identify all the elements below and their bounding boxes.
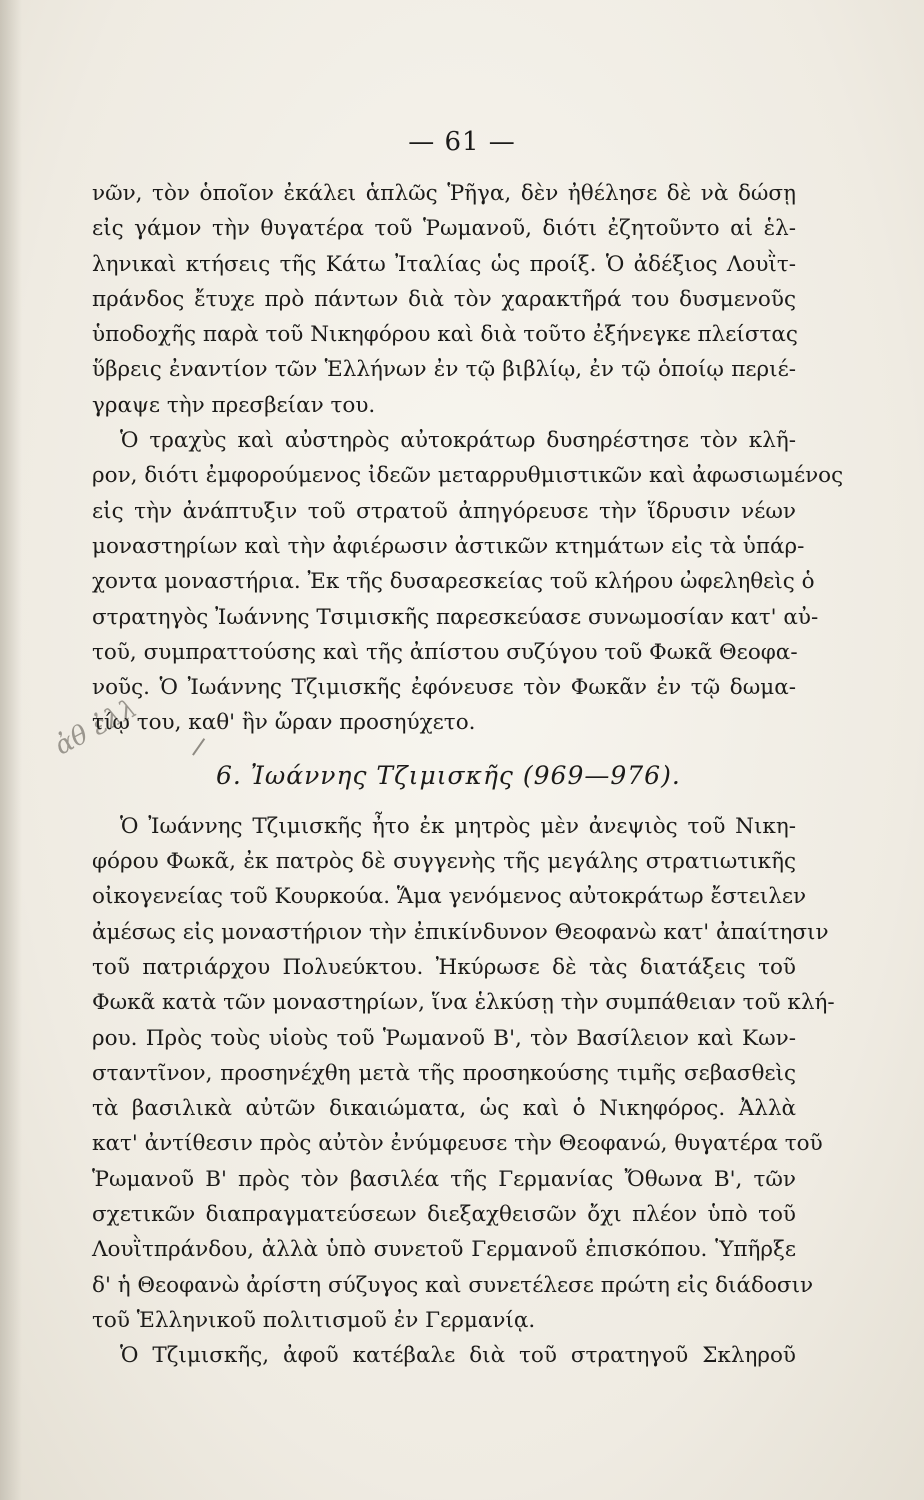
section-heading: 6. Ἰωάννης Τζιμισκῆς (969—976). (216, 760, 681, 790)
text-line: Λουῒτπράνδου, ἀλλὰ ὑπὸ συνετοῦ Γερμανοῦ ἐπισκόπου. Ὑπῆρξε (92, 1237, 796, 1263)
text-line: ἀμέσως εἰς μοναστήριον τὴν ἐπικίνδυνον Θεοφανὼ κατ' ἀπαίτησιν (92, 919, 829, 945)
page-number: — 61 — (408, 127, 516, 157)
text-line: ληνικαὶ κτήσεις τῆς Κάτω Ἰταλίας ὡς προίξ. Ὁ ἀδέξιος Λουῒτ- (92, 251, 796, 277)
text-line: σχετικῶν διαπραγματεύσεων διεξαχθεισῶν ὄχι πλέον ὑπὸ τοῦ (92, 1202, 796, 1228)
text-line: χοντα μοναστήρια. Ἐκ τῆς δυσαρεσκείας τοῦ κλήρου ὠφεληθεὶς ὁ (92, 569, 815, 595)
text-line: εἰς γάμον τὴν θυγατέρα τοῦ Ῥωμανοῦ, διότι ἐζητοῦντο αἱ ἑλ- (92, 216, 796, 242)
text-line: τοῦ Ἑλληνικοῦ πολιτισμοῦ ἐν Γερμανίᾳ. (92, 1307, 536, 1333)
text-line: ὑποδοχῆς παρὰ τοῦ Νικηφόρου καὶ διὰ τοῦτο ἐξήνεγκε πλείστας (92, 322, 798, 348)
text-line: φόρου Φωκᾶ, ἐκ πατρὸς δὲ συγγενὴς τῆς μεγάλης στρατιωτικῆς (92, 849, 796, 875)
body-text (92, 176, 844, 1374)
text-line: πράνδος ἔτυχε πρὸ πάντων διὰ τὸν χαρακτῆρά του δυσμενοῦς (92, 286, 796, 312)
text-line: ρον, διότι ἐμφορούμενος ἰδεῶν μεταρρυθμιστικῶν καὶ ἀφωσιωμένος (92, 463, 844, 489)
text-line: τοῦ, συμπραττούσης καὶ τῆς ἀπίστου συζύγου τοῦ Φωκᾶ Θεοφα- (92, 639, 798, 665)
text-line: τοῦ πατριάρχου Πολυεύκτου. Ἠκύρωσε δὲ τὰς διατάξεις τοῦ (92, 954, 796, 980)
text-line: ὕβρεις ἐναντίον τῶν Ἑλλήνων ἐν τῷ βιβλίῳ, ἐν τῷ ὁποίῳ περιέ- (92, 357, 796, 383)
text-line: νοῦς. Ὁ Ἰωάννης Τζιμισκῆς ἐφόνευσε τὸν Φωκᾶν ἐν τῷ δωμα- (92, 675, 796, 701)
paragraphs-before-heading (92, 176, 844, 741)
page-edge-shadow (0, 0, 22, 1500)
text-line: στρατηγὸς Ἰωάννης Τσιμισκῆς παρεσκεύασε συνωμοσίαν κατ' αὐ- (92, 604, 819, 630)
text-line: οἰκογενείας τοῦ Κουρκούα. Ἅμα γενόμενος αὐτοκράτωρ ἔστειλεν (92, 884, 807, 910)
text-line: γραψε τὴν πρεσβείαν του. (92, 392, 376, 418)
text-line: κατ' ἀντίθεσιν πρὸς αὐτὸν ἐνύμφευσε τὴν Θεοφανώ, θυγατέρα τοῦ (92, 1131, 823, 1157)
text-line: νῶν, τὸν ὁποῖον ἐκάλει ἁπλῶς Ῥῆγα, δὲν ἠθέλησε δὲ νὰ δώσῃ (92, 181, 796, 206)
text-line: τὰ βασιλικὰ αὐτῶν δικαιώματα, ὡς καὶ ὁ Νικηφόρος. Ἀλλὰ (92, 1096, 796, 1122)
text-line: εἰς τὴν ἀνάπτυξιν τοῦ στρατοῦ ἀπηγόρευσε τὴν ἵδρυσιν νέων (92, 498, 796, 524)
text-line: Ὁ Ἰωάννης Τζιμισκῆς ἦτο ἐκ μητρὸς μὲν ἀνεψιὸς τοῦ Νικη- (120, 813, 796, 839)
text-line: Ὁ Τζιμισκῆς, ἀφοῦ κατέβαλε διὰ τοῦ στρατηγοῦ Σκληροῦ (120, 1343, 796, 1369)
text-line: μοναστηρίων καὶ τὴν ἀφιέρωσιν ἀστικῶν κτημάτων εἰς τὰ ὑπάρ- (92, 533, 805, 559)
text-line: Ῥωμανοῦ Β' πρὸς τὸν βασιλέα τῆς Γερμανίας Ὄθωνα Β', τῶν (92, 1166, 796, 1192)
paragraphs-after-heading (92, 809, 835, 1374)
text-line: δ' ἡ Θεοφανὼ ἀρίστη σύζυγος καὶ συνετέλεσε πρώτη εἰς διάδοσιν (92, 1272, 814, 1298)
text-line: τίῳ του, καθ' ἣν ὥραν προσηύχετο. (92, 710, 476, 736)
text-line: σταντῖνον, προσηνέχθη μετὰ τῆς προσηκούσης τιμῆς σεβασθεὶς (92, 1060, 796, 1086)
handwritten-margin-note: ἀθ ἐλλ (50, 693, 143, 762)
text-line: ρου. Πρὸς τοὺς υἱοὺς τοῦ Ῥωμανοῦ Β', τὸν Βασίλειον καὶ Κων- (92, 1025, 796, 1051)
text-line: Φωκᾶ κατὰ τῶν μοναστηρίων, ἵνα ἑλκύσῃ τὴν συμπάθειαν τοῦ κλή- (92, 990, 835, 1016)
text-line: Ὁ τραχὺς καὶ αὐστηρὸς αὐτοκράτωρ δυσηρέστησε τὸν κλῆ- (120, 428, 796, 454)
